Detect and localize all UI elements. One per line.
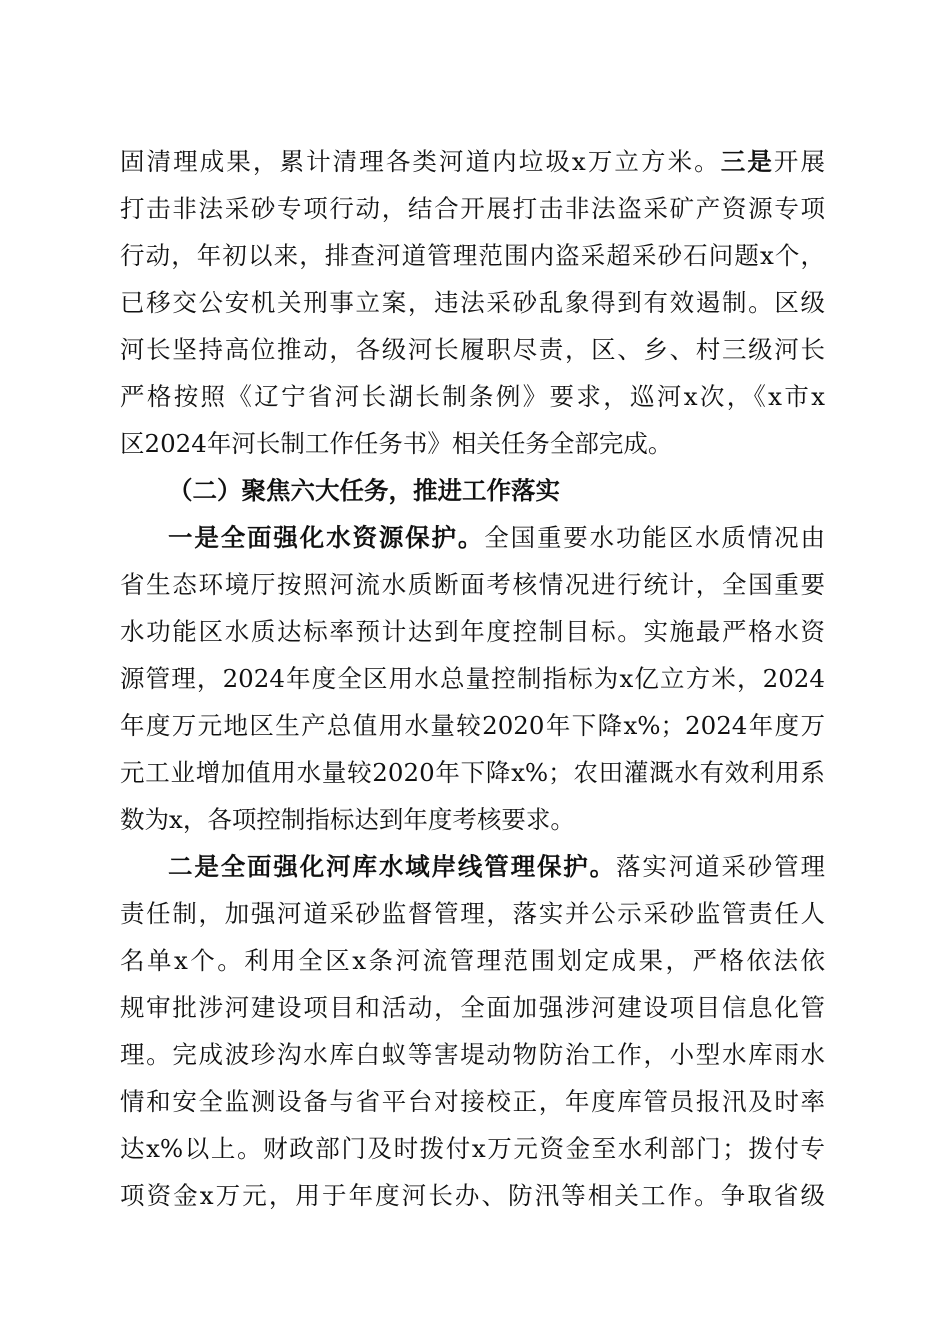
text-span: 严格按照《辽宁省河长湖长制条例》要求，巡河x次，《x市x — [120, 382, 825, 411]
paragraph-line — [120, 709, 825, 743]
text-span: 元工业增加值用水量较2020年下降x%；农田灌溉水有效利用系 — [120, 758, 825, 787]
text-span: 打击非法采砂专项行动，结合开展打击非法盗采矿产资源专项 — [120, 194, 825, 223]
paragraph-line — [120, 568, 825, 602]
paragraph-line — [120, 944, 825, 978]
section-heading — [168, 474, 825, 508]
text-span: 项资金x万元，用于年度河长办、防汛等相关工作。争取省级 — [120, 1181, 825, 1210]
paragraph-line — [120, 756, 825, 790]
paragraph-line — [120, 192, 825, 226]
paragraph-line — [120, 803, 825, 837]
text-span: 河长坚持高位推动，各级河长履职尽责，区、乡、村三级河长 — [120, 335, 825, 364]
text-span: 规审批涉河建设项目和活动，全面加强涉河建设项目信息化管 — [120, 993, 825, 1022]
text-span: 名单x个。利用全区x条河流管理范围划定成果，严格依法依 — [120, 946, 825, 975]
paragraph-line — [120, 239, 825, 273]
paragraph-line — [120, 145, 825, 179]
text-span: 源管理，2024年度全区用水总量控制指标为x亿立方米，2024 — [120, 664, 825, 693]
text-span: 固清理成果，累计清理各类河道内垃圾x万立方米。 — [120, 147, 721, 176]
paragraph-line — [120, 1132, 825, 1166]
paragraph-line — [120, 1038, 825, 1072]
paragraph-line — [168, 850, 825, 884]
paragraph-line — [120, 615, 825, 649]
text-span: 落实河道采砂管理 — [616, 852, 826, 881]
bold-text-span: 一是全面强化水资源保护。 — [168, 523, 485, 552]
text-span: 达x%以上。财政部门及时拨付x万元资金至水利部门；拨付专 — [120, 1134, 825, 1163]
text-span: 水功能区水质达标率预计达到年度控制目标。实施最严格水资 — [120, 617, 825, 646]
paragraph-line — [168, 521, 825, 555]
text-span: 全国重要水功能区水质情况由 — [484, 523, 825, 552]
paragraph-line — [120, 380, 825, 414]
text-span: 年度万元地区生产总值用水量较2020年下降x%；2024年度万 — [120, 711, 825, 740]
text-span: 理。完成波珍沟水库白蚁等害堤动物防治工作，小型水库雨水 — [120, 1040, 825, 1069]
text-span: 责任制，加强河道采砂监督管理，落实并公示采砂监管责任人 — [120, 899, 825, 928]
text-span: 行动，年初以来，排查河道管理范围内盗采超采砂石问题x个， — [120, 241, 825, 270]
text-span: 省生态环境厅按照河流水质断面考核情况进行统计，全国重要 — [120, 570, 825, 599]
bold-text-span: 二是全面强化河库水域岸线管理保护。 — [168, 852, 617, 881]
paragraph-line — [120, 1179, 825, 1213]
text-span: 数为x，各项控制指标达到年度考核要求。 — [120, 805, 575, 834]
paragraph-line — [120, 991, 825, 1025]
text-span: 已移交公安机关刑事立案，违法采砂乱象得到有效遏制。区级 — [120, 288, 825, 317]
paragraph-line — [120, 286, 825, 320]
paragraph-line — [120, 662, 825, 696]
text-span: 情和安全监测设备与省平台对接校正，年度库管员报汛及时率 — [120, 1087, 825, 1116]
text-span: 开展 — [773, 147, 826, 176]
paragraph-line — [120, 897, 825, 931]
paragraph-line — [120, 427, 825, 461]
paragraph-line — [120, 1085, 825, 1119]
paragraph-line — [120, 333, 825, 367]
text-span: 区2024年河长制工作任务书》相关任务全部完成。 — [120, 429, 673, 458]
bold-text-span: 三是 — [720, 147, 774, 176]
heading-text: （二）聚焦六大任务，推进工作落实 — [168, 476, 560, 505]
